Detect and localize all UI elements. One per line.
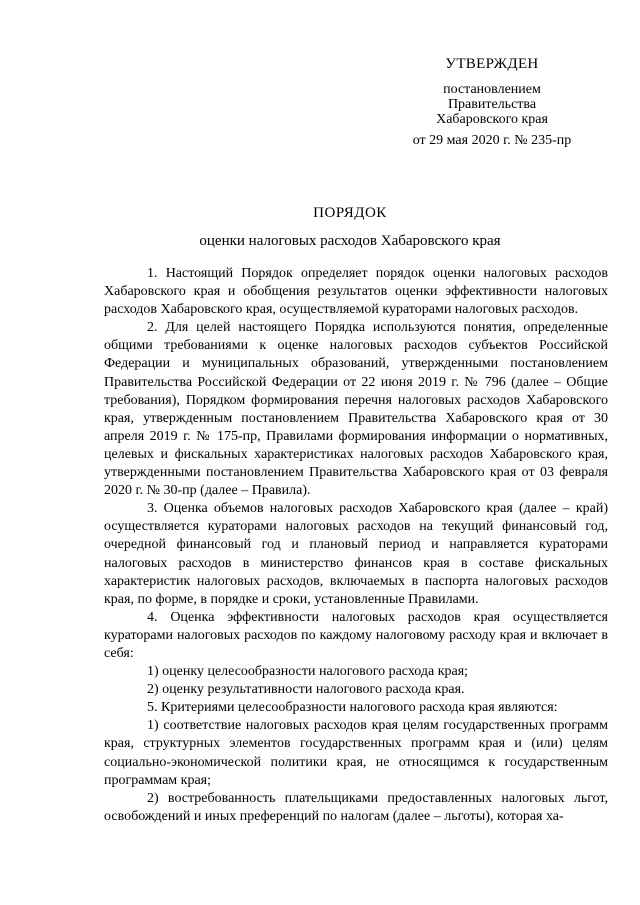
paragraph-5-item-1: 1) соответствие налоговых расходов края целям государственных программ края, структурных элементов государственных программ края и (или) целям социально-экономической политики края, не относящимся к государственным программам края;: [104, 718, 608, 788]
paragraph-1: 1. Настоящий Порядок определяет порядок оценки налоговых расходов Хабаровского края и обобщения результатов оценки эффективности налоговых расходов Хабаровского края, осуществляемой кураторами налоговых расходов.: [104, 266, 608, 318]
paragraph-3: 3. Оценка объемов налоговых расходов Хабаровского края (далее – край) осуществляется кураторами налоговых расходов на текущий финансовый год, очередной финансовый год и плановый период и направляется кураторами налоговых расходов в министерство финансов края в составе фискальных характеристик налоговых расходов, включаемых в паспорта налоговых расходов края, по форме, в порядке и сроки, установленные Правилами.: [104, 501, 608, 607]
approval-date: от 29 мая 2020 г. № 235-пр: [412, 133, 572, 148]
approval-title: УТВЕРЖДЕН: [445, 56, 539, 72]
document-subtitle: оценки налоговых расходов Хабаровского края: [199, 233, 501, 249]
paragraph-5-item-2: 2) востребованность плательщиками предоставленных налоговых льгот, освобождений и иных преференций по налогам (далее – льготы), которая ха-: [104, 790, 608, 824]
document-heading: [60, 204, 640, 250]
paragraph-5: 5. Критериями целесообразности налогового расхода края являются:: [147, 700, 558, 716]
document-body: [104, 265, 608, 826]
paragraph-2: 2. Для целей настоящего Порядка используются понятия, определенные общими требованиями к оценке налоговых расходов субъектов Российской Федерации и муниципальных образований, утвержденными постановлением Правительства Российской Федерации от 22 июня 2019 г. № 796 (далее – Общие требования), Порядком формирования перечня налоговых расходов Хабаровского края, утвержденным постановлением Правительства Хабаровского края от 30 апреля 2019 г. № 175-пр, Правилами формирования информации о нормативных, целевых и фискальных характеристиках налоговых расходов Хабаровского края, утвержденными постановлением Правительства Хабаровского края от 03 февраля 2020 г. № 30-пр (далее – Правила).: [104, 320, 608, 499]
approval-line-1: постановлением: [443, 82, 541, 97]
paragraph-4: 4. Оценка эффективности налоговых расходов края осуществляется кураторами налоговых расходов по каждому налоговому расходу края и включает в себя:: [104, 609, 608, 661]
document-title: ПОРЯДОК: [313, 205, 387, 221]
paragraph-4-item-2: 2) оценку результативности налогового расхода края.: [147, 682, 465, 698]
approval-line-3: Хабаровского края: [436, 112, 548, 127]
approval-stamp: [380, 57, 604, 148]
approval-line-2: Правительства: [447, 97, 537, 112]
paragraph-4-item-1: 1) оценку целесообразности налогового расхода края;: [147, 664, 469, 680]
